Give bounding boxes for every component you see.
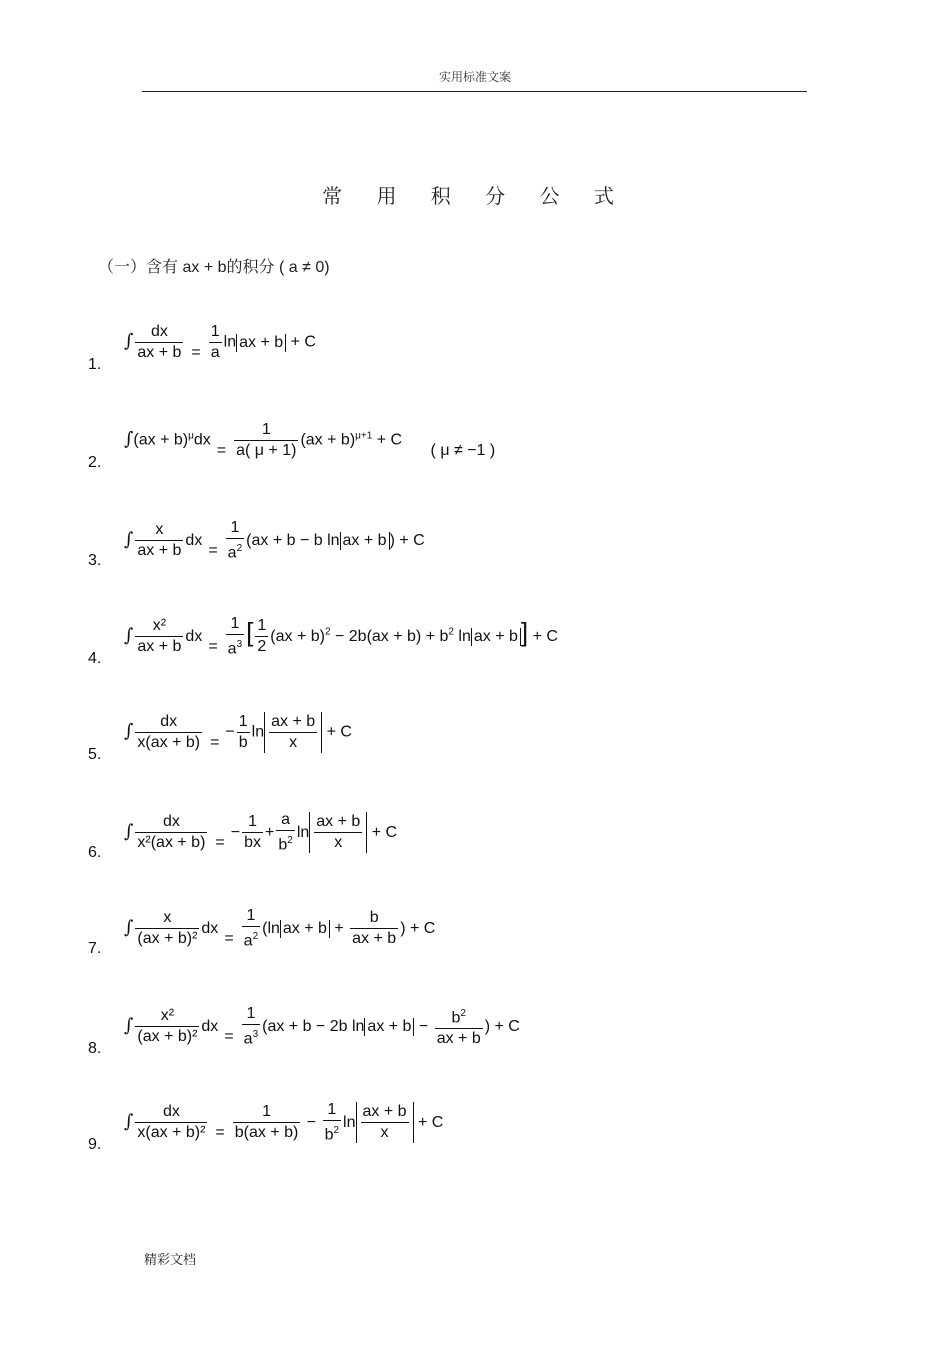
formula-expression: ∫ $\frac{dx}{\text{x²(ax + b)}}$ =− $\frac{1}{bx}$ + $\frac{a}{b^2}$ ln $\frac{ax + b}{x}$ + C	[124, 811, 398, 854]
formula-1	[88, 322, 808, 392]
formula-2	[88, 420, 808, 490]
equals: =	[191, 343, 201, 361]
formula-number: 5.	[88, 746, 102, 763]
formula-number: 9.	[88, 1136, 102, 1153]
denominator: ax + b	[137, 344, 182, 361]
numerator: dx	[135, 322, 183, 343]
formula-7	[88, 906, 808, 976]
formula-number: 3.	[88, 552, 102, 569]
formula-number: 6.	[88, 844, 102, 861]
formula-3	[88, 518, 808, 588]
formula-4	[88, 614, 808, 684]
formula-expression: ∫ $\frac{x}{ax + b}$ dx= $\frac{1}{a^2}$ (ax + b − b ln ax + b ) + C	[124, 519, 425, 562]
formula-expression: ∫ $\frac{dx}{x(ax + b)}$ =− $\frac{1}{b}$ ln $\frac{ax + b}{x}$ + C	[124, 713, 352, 751]
formula-8	[88, 1004, 808, 1074]
integral-sign: ∫	[124, 330, 134, 352]
formula-expression: ∫ $\frac{\text{x²}}{ax + b}$ dx= $\frac{1}{a^3}$ [ $\frac{1}{2}$ $(ax + b)^2 - 2b(ax + b) + b^2$ ln ax + b ] + C	[124, 615, 558, 658]
formula-9	[88, 1100, 808, 1170]
formula-expression: ∫ $\frac{dx}{ax + b}$ = $\frac{1}{a}$ ln ax + b + C	[124, 323, 316, 361]
formula-5	[88, 712, 808, 782]
section-condition: ( a ≠ 0)	[278, 259, 330, 276]
formula-expression: ∫ $\frac{x}{\text{(ax + b)²}}$ dx= $\frac{1}{a^2}$ (ln ax + b + $\frac{b}{ax + b}$ ) + C	[124, 907, 436, 950]
section-label-prefix: （一）含有	[98, 257, 179, 276]
coef-fraction: $\frac{1}{a}$	[210, 323, 220, 361]
page-footer: 精彩文档	[144, 1253, 197, 1268]
formula-note: ( μ ≠ −1 )	[430, 441, 496, 459]
formula-number: 1.	[88, 356, 102, 373]
section-heading	[98, 254, 330, 277]
formula-number: 2.	[88, 454, 102, 471]
formula-6	[88, 810, 808, 880]
page-title: 常 用 积 分 公 式	[322, 184, 628, 208]
formula-expression: ∫(ax + b)$^\mu$dx= $\frac{1}{a( \mu + 1)}$ (ax + b)$^{\mu+1}$ + C ( μ ≠ −1 )	[124, 421, 496, 459]
formula-number: 8.	[88, 1040, 102, 1057]
lhs-fraction	[135, 322, 183, 363]
header-divider	[142, 91, 807, 92]
formula-expression: ∫ $\frac{\text{x²}}{\text{(ax + b)²}}$ dx= $\frac{1}{a^3}$ (ax + b − 2b ln ax + b − $\frac{b^2}{ax + b}$ ) + C	[124, 1005, 520, 1048]
formula-expression: ∫ $\frac{dx}{\text{x(ax + b)²}}$ = $\frac{1}{b(ax + b)}$ − $\frac{1}{b^2}$ ln $\frac{ax + b}{x}$ + C	[124, 1101, 444, 1144]
section-expression: ax + b	[182, 259, 227, 276]
page-header: 实用标准文案	[438, 70, 511, 84]
formula-number: 4.	[88, 650, 102, 667]
formula-number: 7.	[88, 940, 102, 957]
section-label-suffix: 的积分	[226, 257, 275, 276]
